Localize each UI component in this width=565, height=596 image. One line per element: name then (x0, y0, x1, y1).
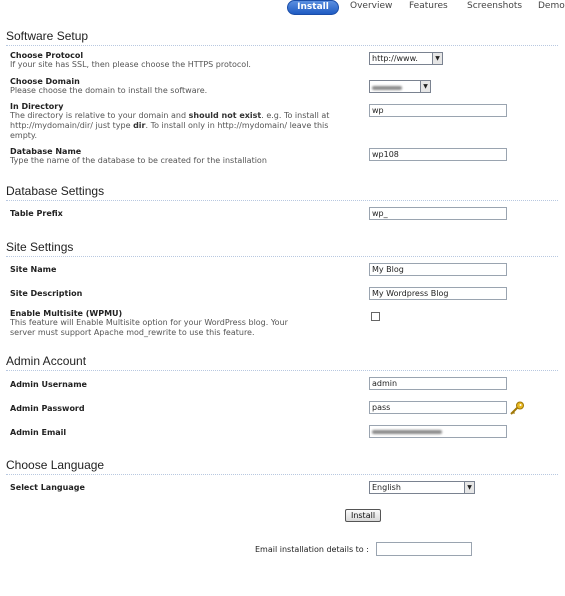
site-description-label: Site Description (10, 289, 83, 298)
protocol-select-value: http://www. (372, 54, 418, 63)
table-prefix-label: Table Prefix (10, 209, 63, 218)
database-name-label: Database Name (10, 147, 82, 156)
tab-bar (0, 0, 565, 14)
domain-value-redacted (372, 86, 402, 90)
chevron-down-icon: ▼ (464, 482, 474, 493)
tab-demo[interactable]: Demo (538, 1, 565, 11)
section-title-admin-account: Admin Account (6, 354, 87, 368)
admin-email-input[interactable] (369, 425, 507, 438)
admin-email-label: Admin Email (10, 428, 67, 437)
section-title-site-settings: Site Settings (6, 240, 74, 254)
tab-screenshots[interactable]: Screenshots (467, 1, 523, 11)
admin-username-label: Admin Username (10, 380, 87, 389)
database-name-desc: Type the name of the database to be created for the installation (10, 156, 267, 165)
section-title-software-setup: Software Setup (6, 29, 89, 43)
email-value-redacted (372, 430, 442, 434)
site-name-label: Site Name (10, 265, 57, 274)
site-description-input[interactable]: My Wordpress Blog (369, 287, 507, 300)
select-language-label: Select Language (10, 483, 85, 492)
directory-desc: The directory is relative to your domain and should not exist. e.g. To install at http://mydomain/dir/ just type dir. To install only in http://mydomain/ leave this empty. (10, 111, 330, 140)
section-divider (6, 256, 558, 257)
email-details-label: Email installation details to : (255, 545, 369, 554)
email-details-input[interactable] (376, 542, 472, 556)
domain-select[interactable] (369, 80, 431, 93)
tab-overview[interactable]: Overview (350, 1, 393, 11)
section-divider (6, 200, 558, 201)
key-icon[interactable] (509, 401, 525, 415)
admin-password-label: Admin Password (10, 404, 85, 413)
section-divider (6, 370, 558, 371)
admin-username-input[interactable]: admin (369, 377, 507, 390)
directory-label: In Directory (10, 102, 64, 111)
tab-features[interactable]: Features (409, 1, 448, 11)
chevron-down-icon: ▼ (420, 81, 430, 92)
section-divider (6, 45, 558, 46)
chevron-down-icon: ▼ (432, 53, 442, 64)
domain-desc: Please choose the domain to install the software. (10, 86, 208, 95)
language-select[interactable] (369, 481, 475, 494)
directory-input[interactable]: wp (369, 104, 507, 117)
section-title-choose-language: Choose Language (6, 458, 105, 472)
site-name-input[interactable]: My Blog (369, 263, 507, 276)
language-select-value: English (372, 483, 401, 492)
protocol-desc: If your site has SSL, then please choose the HTTPS protocol. (10, 60, 251, 69)
multisite-desc: This feature will Enable Multisite option for your WordPress blog. Your server must support Apache mod_rewrite to use this feature. (10, 318, 288, 337)
database-name-input[interactable]: wp108 (369, 148, 507, 161)
multisite-label: Enable Multisite (WPMU) (10, 309, 123, 318)
table-prefix-input[interactable]: wp_ (369, 207, 507, 220)
admin-password-input[interactable]: pass (369, 401, 507, 414)
install-button[interactable]: Install (345, 509, 381, 522)
protocol-label: Choose Protocol (10, 51, 84, 60)
tab-install[interactable]: Install (287, 0, 339, 15)
multisite-checkbox[interactable] (371, 312, 380, 321)
domain-label: Choose Domain (10, 77, 80, 86)
section-divider (6, 474, 558, 475)
section-title-database-settings: Database Settings (6, 184, 105, 198)
protocol-select[interactable] (369, 52, 443, 65)
